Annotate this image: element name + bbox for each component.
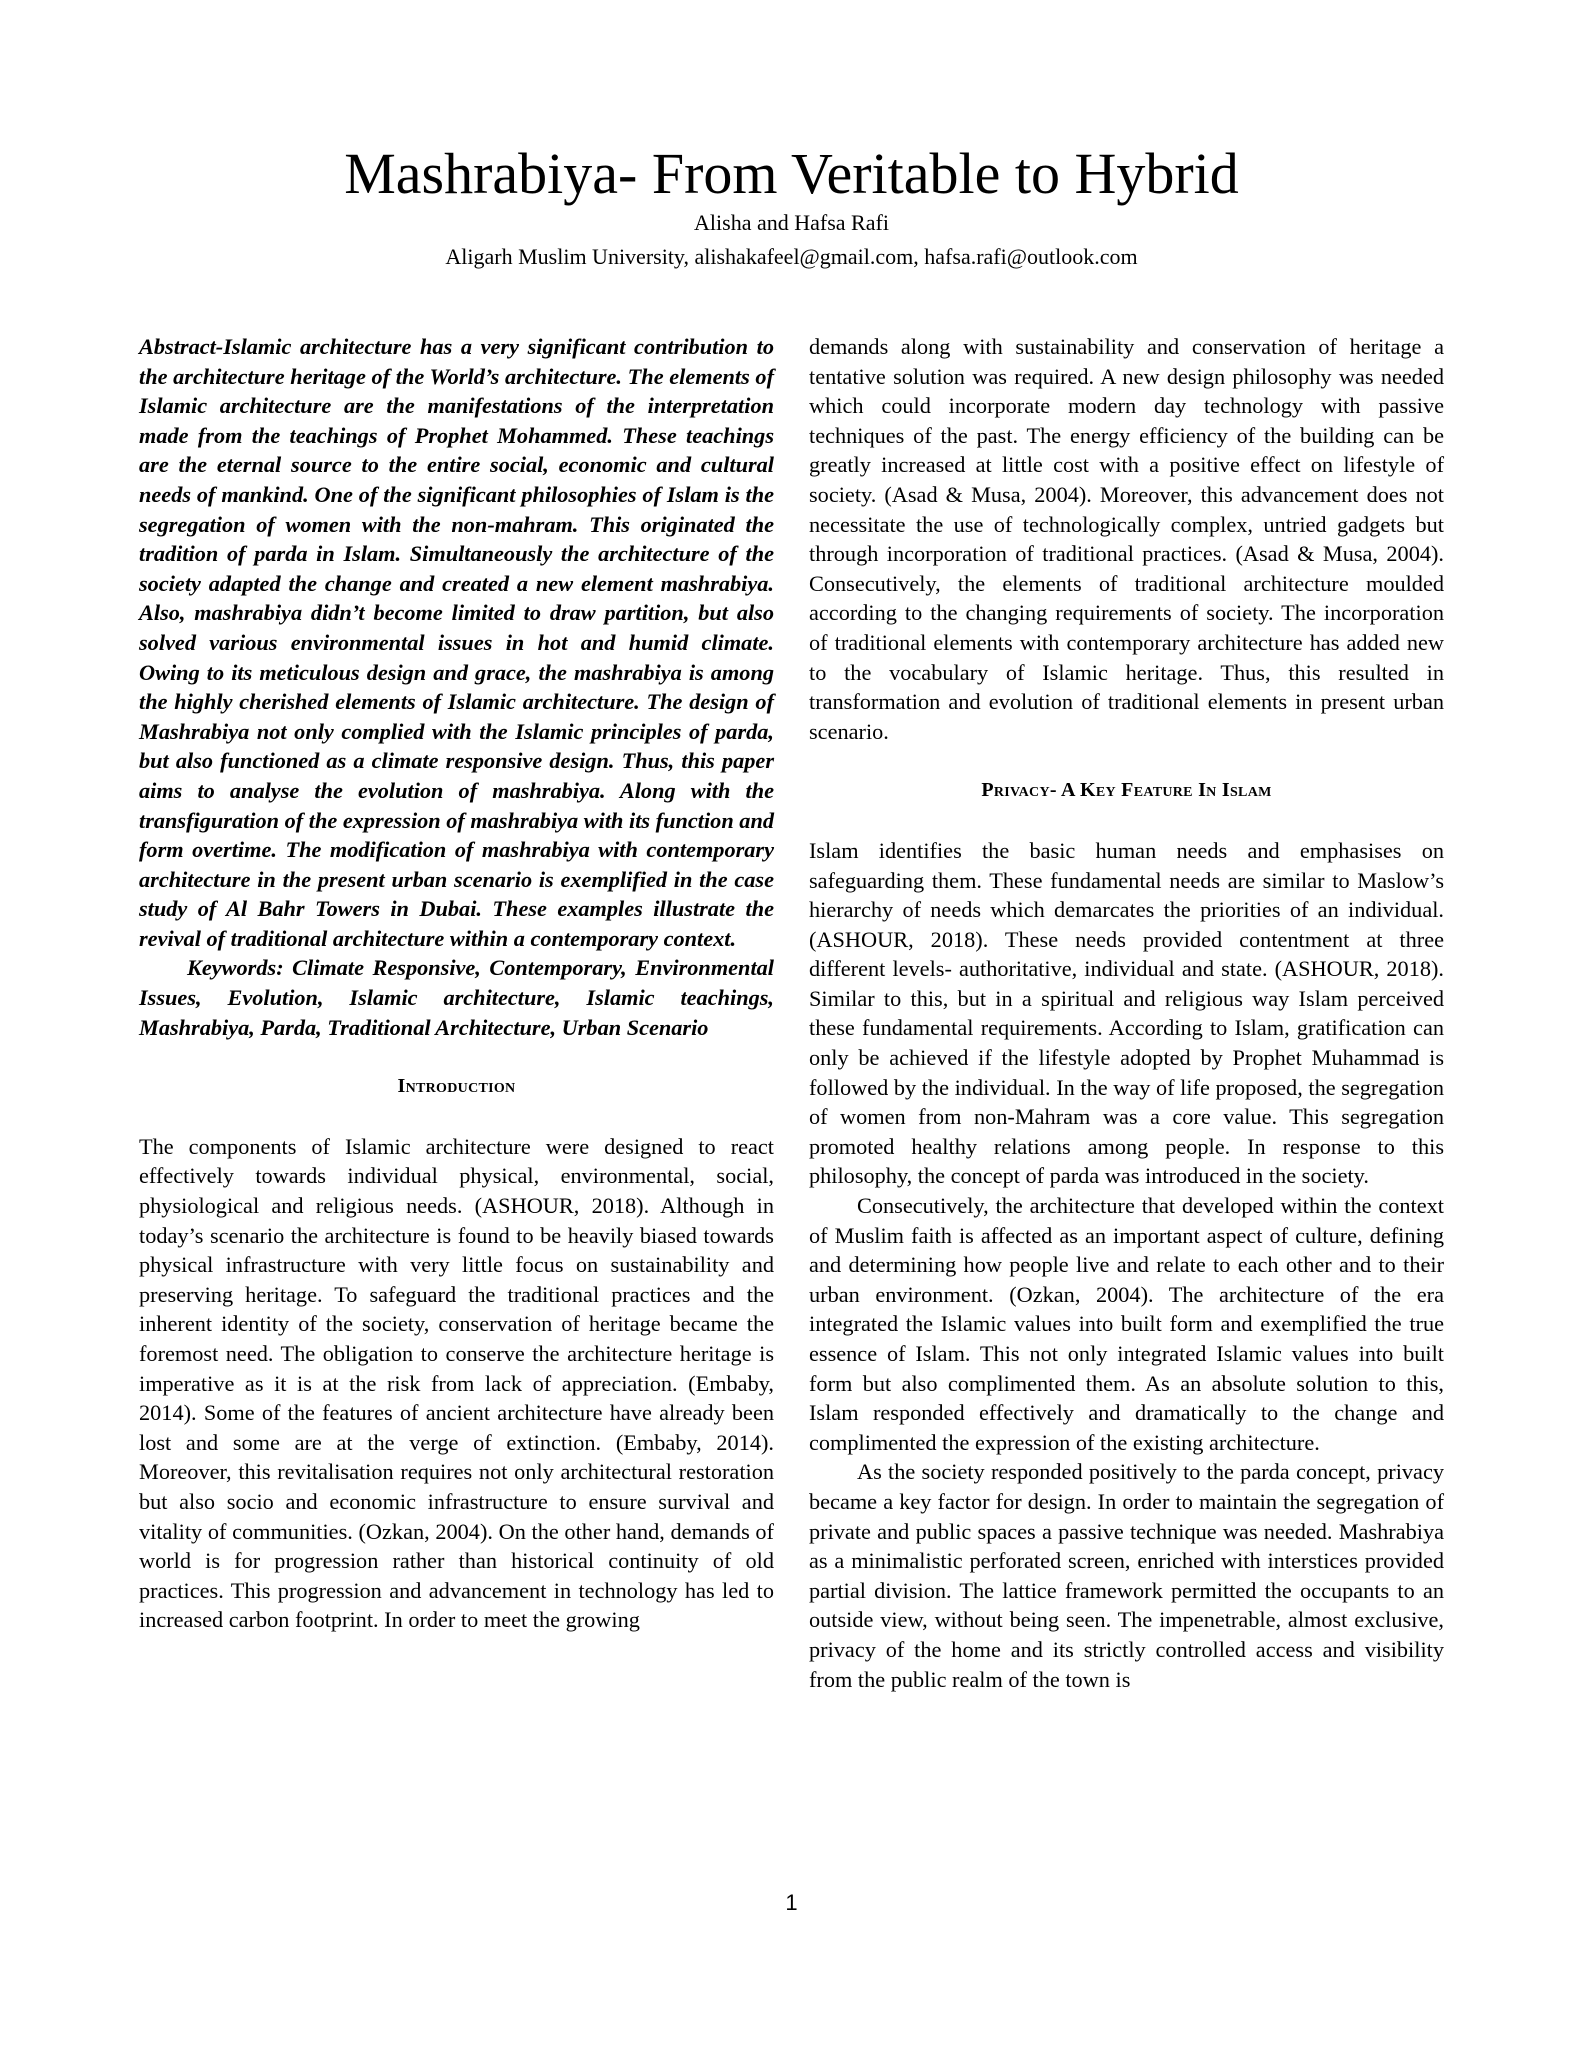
keywords-paragraph: Keywords: Climate Responsive, Contemporary, Environmental Issues, Evolution, Islamic architecture, Islamic teachings, Mashrabiya, Parda, Traditional Architecture, Urban Scenario — [139, 955, 774, 1040]
privacy-paragraph-1: Islam identifies the basic human needs and emphasises on safeguarding them. These fundamental needs are similar to Maslow’s hierarchy of needs which demarcates the priorities of an individual. (ASHOUR, 2018). These needs provided contentment at three different levels- authoritative, individual and state. (ASHOUR, 2018). Similar to this, but in a spiritual and religious way Islam perceived these fundamental requirements. According to Islam, gratification can only be achieved if the lifestyle adopted by Prophet Muhammad is followed by the individual. In the way of life proposed, the segregation of women from non-Mahram was a core value. This segregation promoted healthy relations among people. In response to this philosophy, the concept of parda was introduced in the society. — [809, 837, 1444, 1189]
privacy-heading: Privacy- A Key Feature In Islam — [981, 779, 1272, 802]
abstract-paragraph: Abstract-Islamic architecture has a very significant contribution to the architecture heritage of the World’s architecture. The elements of Islamic architecture are the manifestations of the interpretation made from the teachings of Prophet Mohammed. These teachings are the eternal source to the entire social, economic and cultural needs of mankind. One of the significant philosophies of Islam is the segregation of women with the non-mahram. This originated the tradition of parda in Islam. Simultaneously the architecture of the society adapted the change and created a new element mashrabiya. Also, mashrabiya didn’t become limited to draw partition, but also solved various environmental issues in hot and humid climate. Owing to its meticulous design and grace, the mashrabiya is among the highly cherished elements of Islamic architecture. The design of Mashrabiya not only complied with the Islamic principles of parda, but also functioned as a climate responsive design. Thus, this paper aims to analyse the evolution of mashrabiya. Along with the transfiguration of the expression of mashrabiya with its function and form overtime. The modification of mashrabiya with contemporary architecture in the present urban scenario is exemplified in the case study of Al Bahr Towers in Dubai. These examples illustrate the revival of traditional architecture within a contemporary context. — [139, 334, 774, 951]
left-column — [139, 332, 774, 1635]
paper-affiliation: Aligarh Muslim University, alishakafeel@gmail.com, hafsa.rafi@outlook.com — [445, 244, 1138, 269]
introduction-heading: Introduction — [397, 1075, 516, 1098]
privacy-paragraph-2: Consecutively, the architecture that developed within the context of Muslim faith is affected as an important aspect of culture, defining and determining how people live and relate to each other and to their urban environment. (Ozkan, 2004). The architecture of the era integrated the Islamic values into built form and exemplified the true essence of Islam. This not only integrated Islamic values into built form but also complimented them. As an absolute solution to this, Islam responded effectively and dramatically to the change and complimented the expression of the existing architecture. — [809, 1193, 1444, 1455]
paper-authors: Alisha and Hafsa Rafi — [694, 210, 889, 235]
right-column — [809, 332, 1444, 1694]
introduction-paragraph: The components of Islamic architecture were designed to react effectively towards individual physical, environmental, social, physiological and religious needs. (ASHOUR, 2018). Although in today’s scenario the architecture is found to be heavily biased towards physical infrastructure with very little focus on sustainability and preserving heritage. To safeguard the traditional practices and the inherent identity of the society, conservation of heritage became the foremost need. The obligation to conserve the architecture heritage is imperative as it is at the risk from lack of appreciation. (Embaby, 2014). Some of the features of ancient architecture have already been lost and some are at the verge of extinction. (Embaby, 2014). Moreover, this revitalisation requires not only architectural restoration but also socio and economic infrastructure to ensure survival and vitality of communities. (Ozkan, 2004). On the other hand, demands of world is for progression rather than historical continuity of old practices. This progression and advancement in technology has led to increased carbon footprint. In order to meet the growing — [139, 1133, 774, 1633]
introduction-continued-paragraph: demands along with sustainability and conservation of heritage a tentative solution was required. A new design philosophy was needed which could incorporate modern day technology with passive techniques of the past. The energy efficiency of the building can be greatly increased at little cost with a positive effect on lifestyle of society. (Asad & Musa, 2004). Moreover, this advancement does not necessitate the use of technologically complex, untried gadgets but through incorporation of traditional practices. (Asad & Musa, 2004). Consecutively, the elements of traditional architecture moulded according to the changing requirements of society. The incorporation of traditional elements with contemporary architecture has added new to the vocabulary of Islamic heritage. Thus, this resulted in transformation and evolution of traditional elements in present urban scenario. — [809, 334, 1444, 744]
page-number: 1 — [785, 1890, 798, 1915]
privacy-paragraph-3: As the society responded positively to the parda concept, privacy became a key factor for design. In order to maintain the segregation of private and public spaces a passive technique was needed. Mashrabiya as a minimalistic perforated screen, enriched with interstices provided partial division. The lattice framework permitted the occupants to an outside view, without being seen. The impenetrable, almost exclusive, privacy of the home and its strictly controlled access and visibility from the public realm of the town is — [809, 1459, 1444, 1692]
paper-title: Mashrabiya- From Veritable to Hybrid — [344, 141, 1239, 206]
